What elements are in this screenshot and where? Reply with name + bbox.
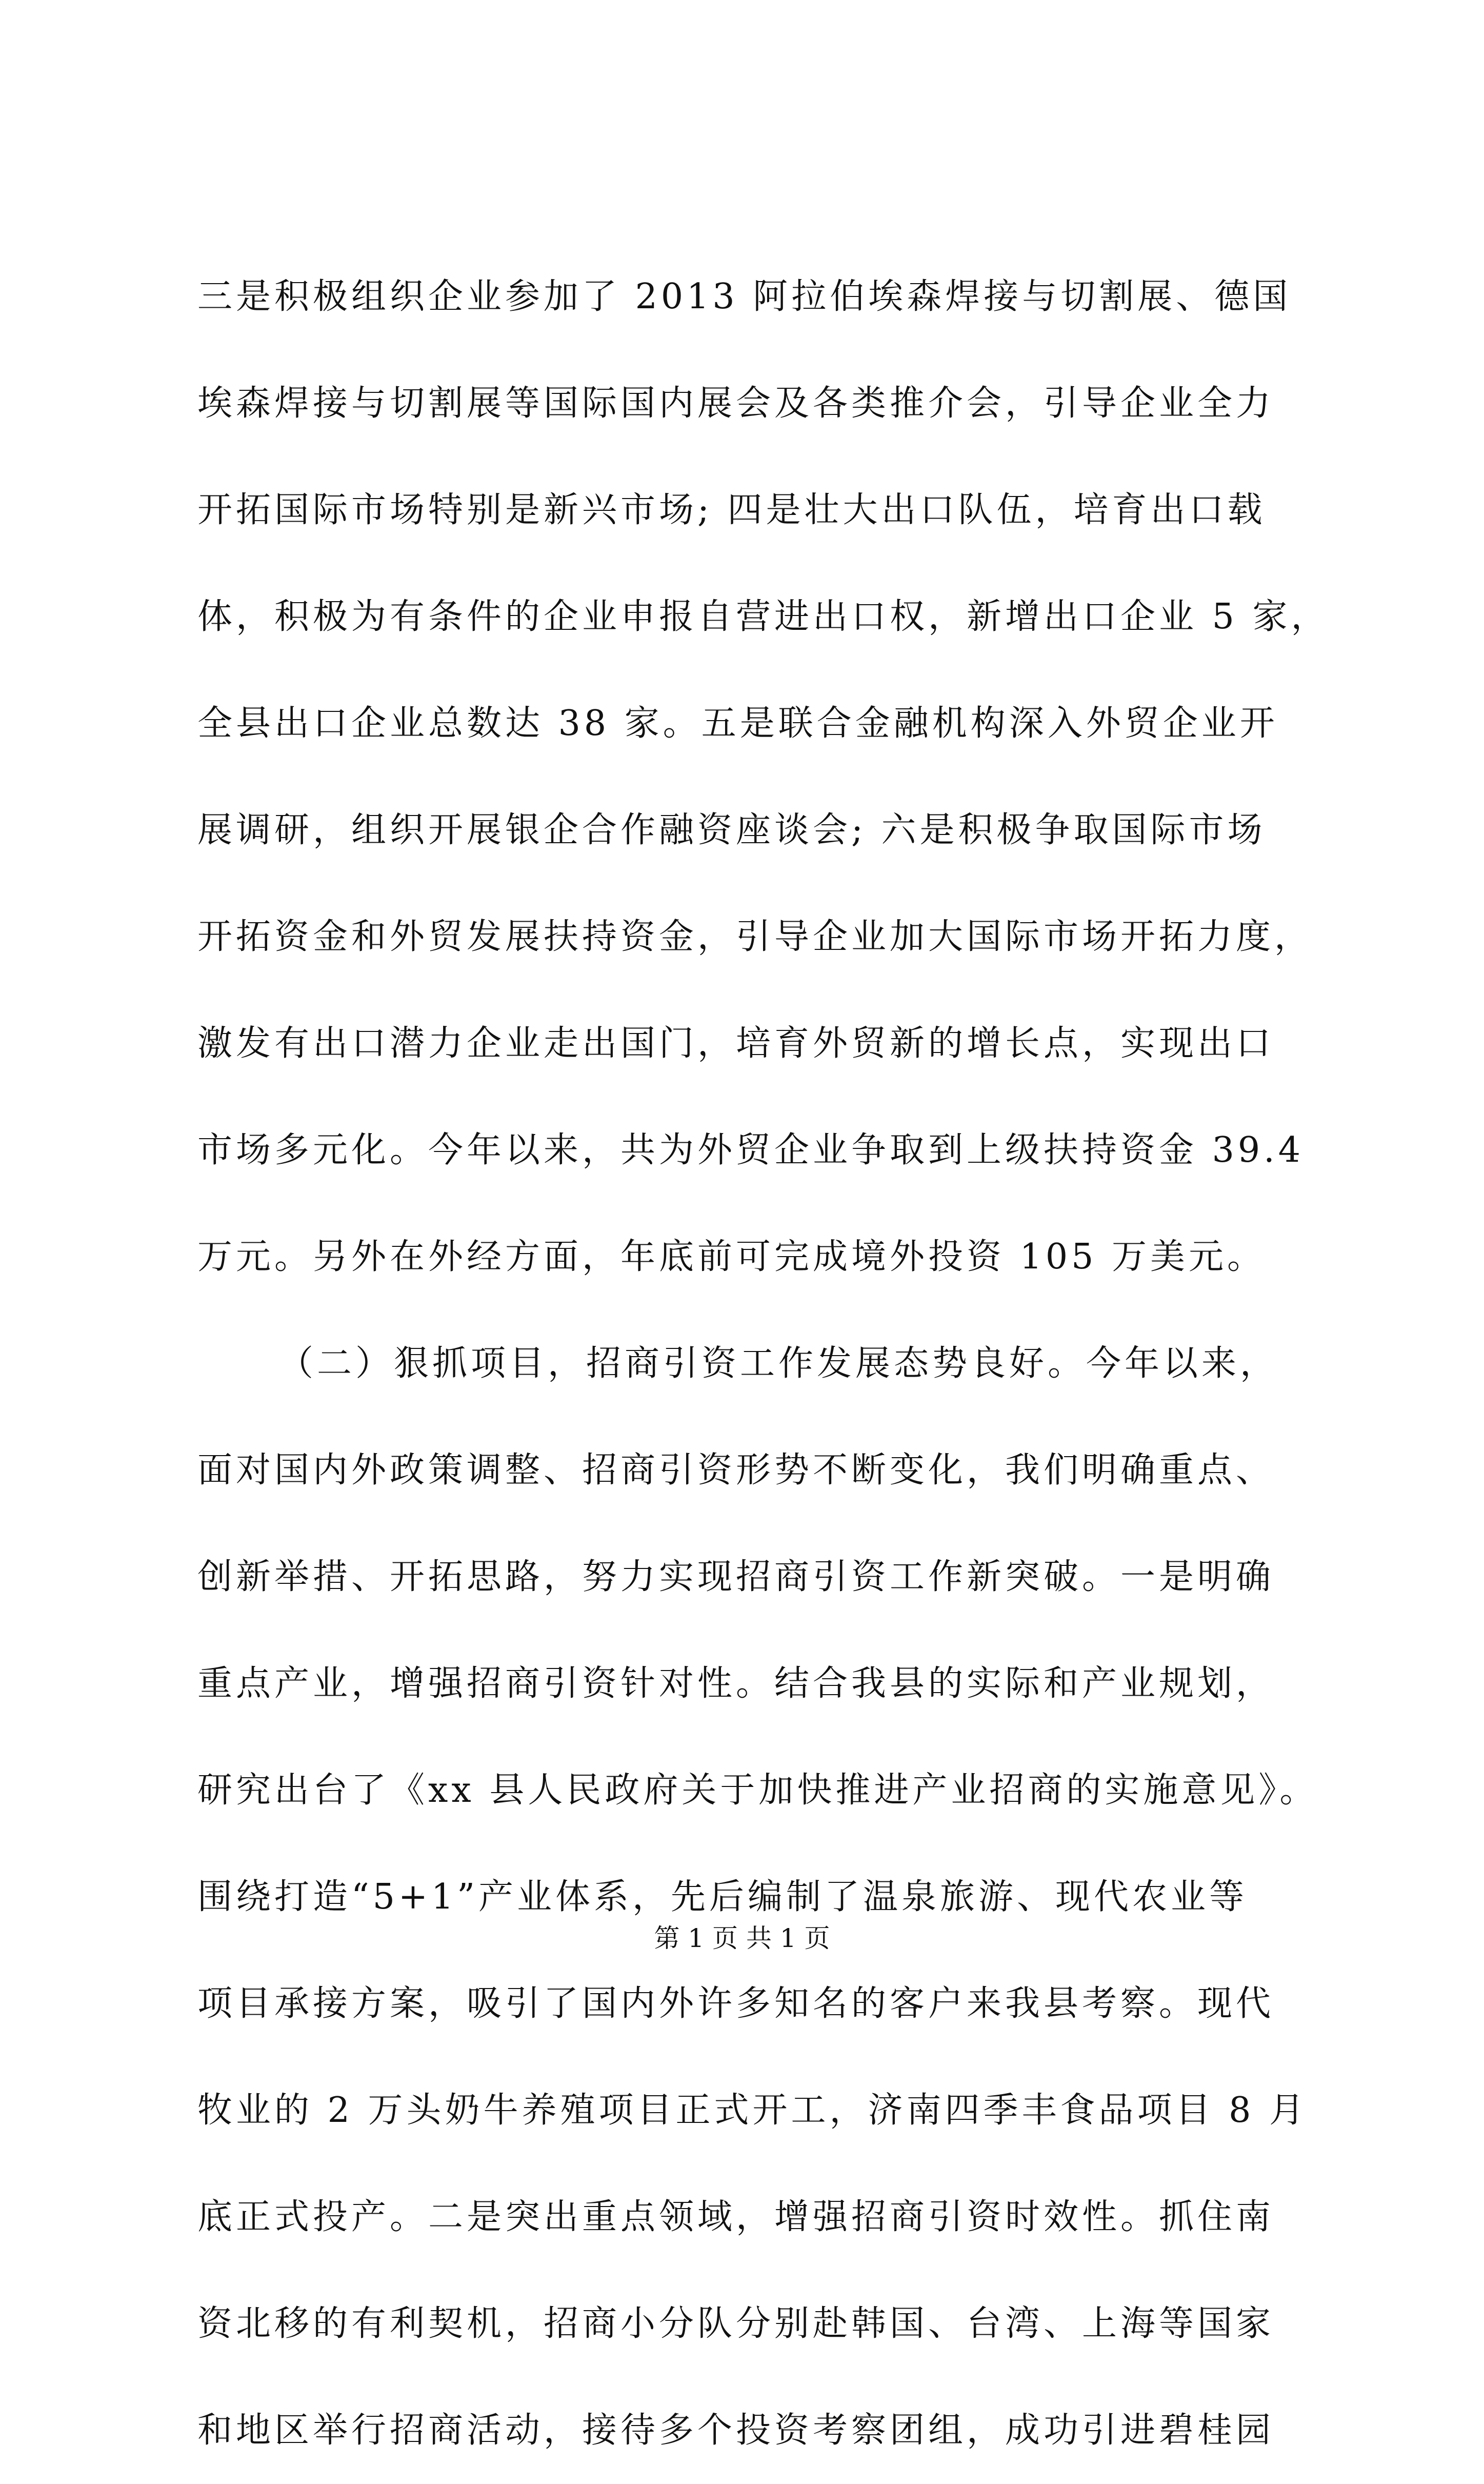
text-line: 开拓资金和外贸发展扶持资金，引导企业加大国际市场开拓力度，	[197, 917, 1313, 957]
text-line: 开拓国际市场特别是新兴市场; 四是壮大出口队伍，培育出口载	[197, 490, 1266, 530]
text-line: 体，积极为有条件的企业申报自营进出口权，新增出口企业 5 家，	[197, 597, 1330, 637]
text-line: 牧业的 2 万头奶牛养殖项目正式开工，济南四季丰食品项目 8 月	[197, 2090, 1308, 2131]
text-line: 埃森焊接与切割展等国际国内展会及各类推介会，引导企业全力	[197, 383, 1275, 424]
text-line: 创新举措、开拓思路，努力实现招商引资工作新突破。一是明确	[197, 1557, 1275, 1597]
text-line: 底正式投产。二是突出重点领域，增强招商引资时效性。抓住南	[197, 2197, 1275, 2237]
text-line: 市场多元化。今年以来，共为外贸企业争取到上级扶持资金 39.4	[197, 1130, 1305, 1170]
text-line: 万元。另外在外经方面，年底前可完成境外投资 105 万美元。	[197, 1237, 1266, 1277]
text-line: 全县出口企业总数达 38 家。五是联合金融机构深入外贸企业开	[197, 703, 1278, 744]
document-body	[197, 244, 1330, 2484]
text-line: 展调研，组织开展银企合作融资座谈会; 六是积极争取国际市场	[197, 810, 1266, 850]
text-line: 研究出台了《xx 县人民政府关于加快推进产业招商的实施意见》。	[197, 1770, 1318, 1811]
text-line: 项目承接方案，吸引了国内外许多知名的客户来我县考察。现代	[197, 1983, 1275, 2024]
text-line: 面对国内外政策调整、招商引资形势不断变化，我们明确重点、	[197, 1450, 1275, 1491]
text-line: 激发有出口潜力企业走出国门，培育外贸新的增长点，实现出口	[197, 1023, 1275, 1064]
text-line: 三是积极组织企业参加了 2013 阿拉伯埃森焊接与切割展、德国	[197, 276, 1292, 317]
page-number-footer: 第 1 页 共 1 页	[654, 1923, 830, 1953]
text-line: 和地区举行招商活动，接待多个投资考察团组，成功引进碧桂园	[197, 2410, 1275, 2451]
section-heading-line: （二）狠抓项目，招商引资工作发展态势良好。今年以来，	[278, 1343, 1279, 1384]
text-line: 围绕打造“5+1”产业体系，先后编制了温泉旅游、现代农业等	[197, 1877, 1248, 1917]
text-line: 资北移的有利契机，招商小分队分别赴韩国、台湾、上海等国家	[197, 2303, 1275, 2344]
text-line: 重点产业，增强招商引资针对性。结合我县的实际和产业规划，	[197, 1663, 1275, 1704]
